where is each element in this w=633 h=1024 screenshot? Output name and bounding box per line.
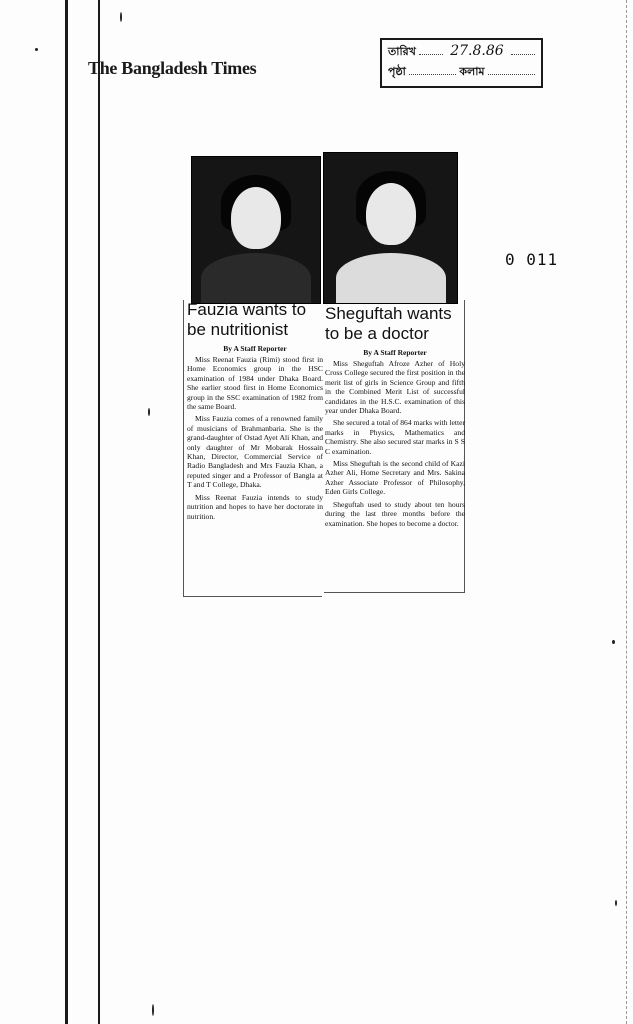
article-byline: By A Staff Reporter — [363, 348, 427, 357]
portrait-photo-sheguftah — [323, 152, 458, 304]
portrait-photo-fauzia — [191, 156, 321, 304]
stamp-dots — [511, 44, 535, 55]
stamp-page-label: পৃষ্ঠা — [388, 65, 406, 78]
scan-speck — [152, 1004, 154, 1016]
article-paragraph: Sheguftah used to study about ten hours during the last three months before the examination. She hopes to become a doctor. — [325, 499, 465, 528]
article-headline: Sheguftah wants to be a doctor — [325, 304, 452, 343]
article-paragraph: Miss Reenat Fauzia intends to study nutrition and hopes to have her doctorate in nutrition. — [187, 492, 323, 521]
article-headline: Fauzia wants to be nutritionist — [187, 300, 307, 339]
photo-shoulders — [336, 253, 446, 303]
article-paragraph: Miss Reenat Fauzia (Rimi) stood first in Home Economics group in the HSC examination of 1984 under Dhaka Board. She earlier stood first in Home Economics group in the SSC examination of 1982 from the same Board. — [187, 355, 323, 412]
article-paragraph: Miss Sheguftah Afroze Azher of Holy Cross College secured the first position in the merit list of girls in Science Group and fifth in the Combined Merit List of successful candidates in the H.S.C. examination of this year under Dhaka Board. — [325, 359, 465, 416]
page-edge — [626, 0, 633, 1024]
article-paragraph: Miss Fauzia comes of a renowned family of musicians of Brahmanbaria. She is the grand-daughter of Ostad Ayet Ali Khan, and only daughter of Mr Mobarak Hossain Khan, Director, Commercial Service of Radio Bangladesh and Mrs Fauzia Khan, a reputed singer and a Professor of Bangla at T and T College, Dhaka. — [187, 414, 323, 490]
photo-face — [366, 183, 416, 245]
newspaper-masthead: The Bangladesh Times — [88, 58, 257, 78]
photo-face — [231, 187, 281, 249]
stamp-date-label: তারিখ — [388, 45, 416, 58]
article-byline: By A Staff Reporter — [223, 344, 287, 353]
scan-speck — [120, 12, 122, 22]
article-paragraph: She secured a total of 864 marks with letter marks in Physics, Mathematics and Chemistry. She also secured star marks in S S C examination. — [325, 418, 466, 456]
binding-rule — [65, 0, 68, 1024]
scan-speck — [612, 640, 615, 644]
article-fauzia — [187, 300, 323, 524]
stamp-date-value: 27.8.86 — [450, 43, 504, 59]
stamp-dots — [488, 64, 535, 75]
stamp-page-row — [388, 63, 535, 83]
margin-rule — [98, 0, 100, 1024]
article-paragraph: Miss Sheguftah is the second child of Kazi Azher Ali, Home Secretary and Mrs. Sakina Azher Associate Professor of Philosophy, Eden Girls College. — [325, 459, 465, 497]
archive-stamp — [380, 38, 543, 88]
stamp-dots — [409, 64, 456, 75]
article-sheguftah — [325, 300, 465, 531]
stamp-date-row — [388, 43, 535, 63]
scan-speck — [148, 408, 150, 416]
stamp-column-label: কলাম — [459, 65, 485, 78]
stamp-dots — [419, 44, 443, 55]
newspaper-clipping — [183, 150, 467, 600]
page-number: 0 011 — [505, 250, 559, 269]
scan-speck — [35, 48, 38, 51]
scan-speck — [615, 900, 617, 906]
photo-shoulders — [201, 253, 311, 303]
